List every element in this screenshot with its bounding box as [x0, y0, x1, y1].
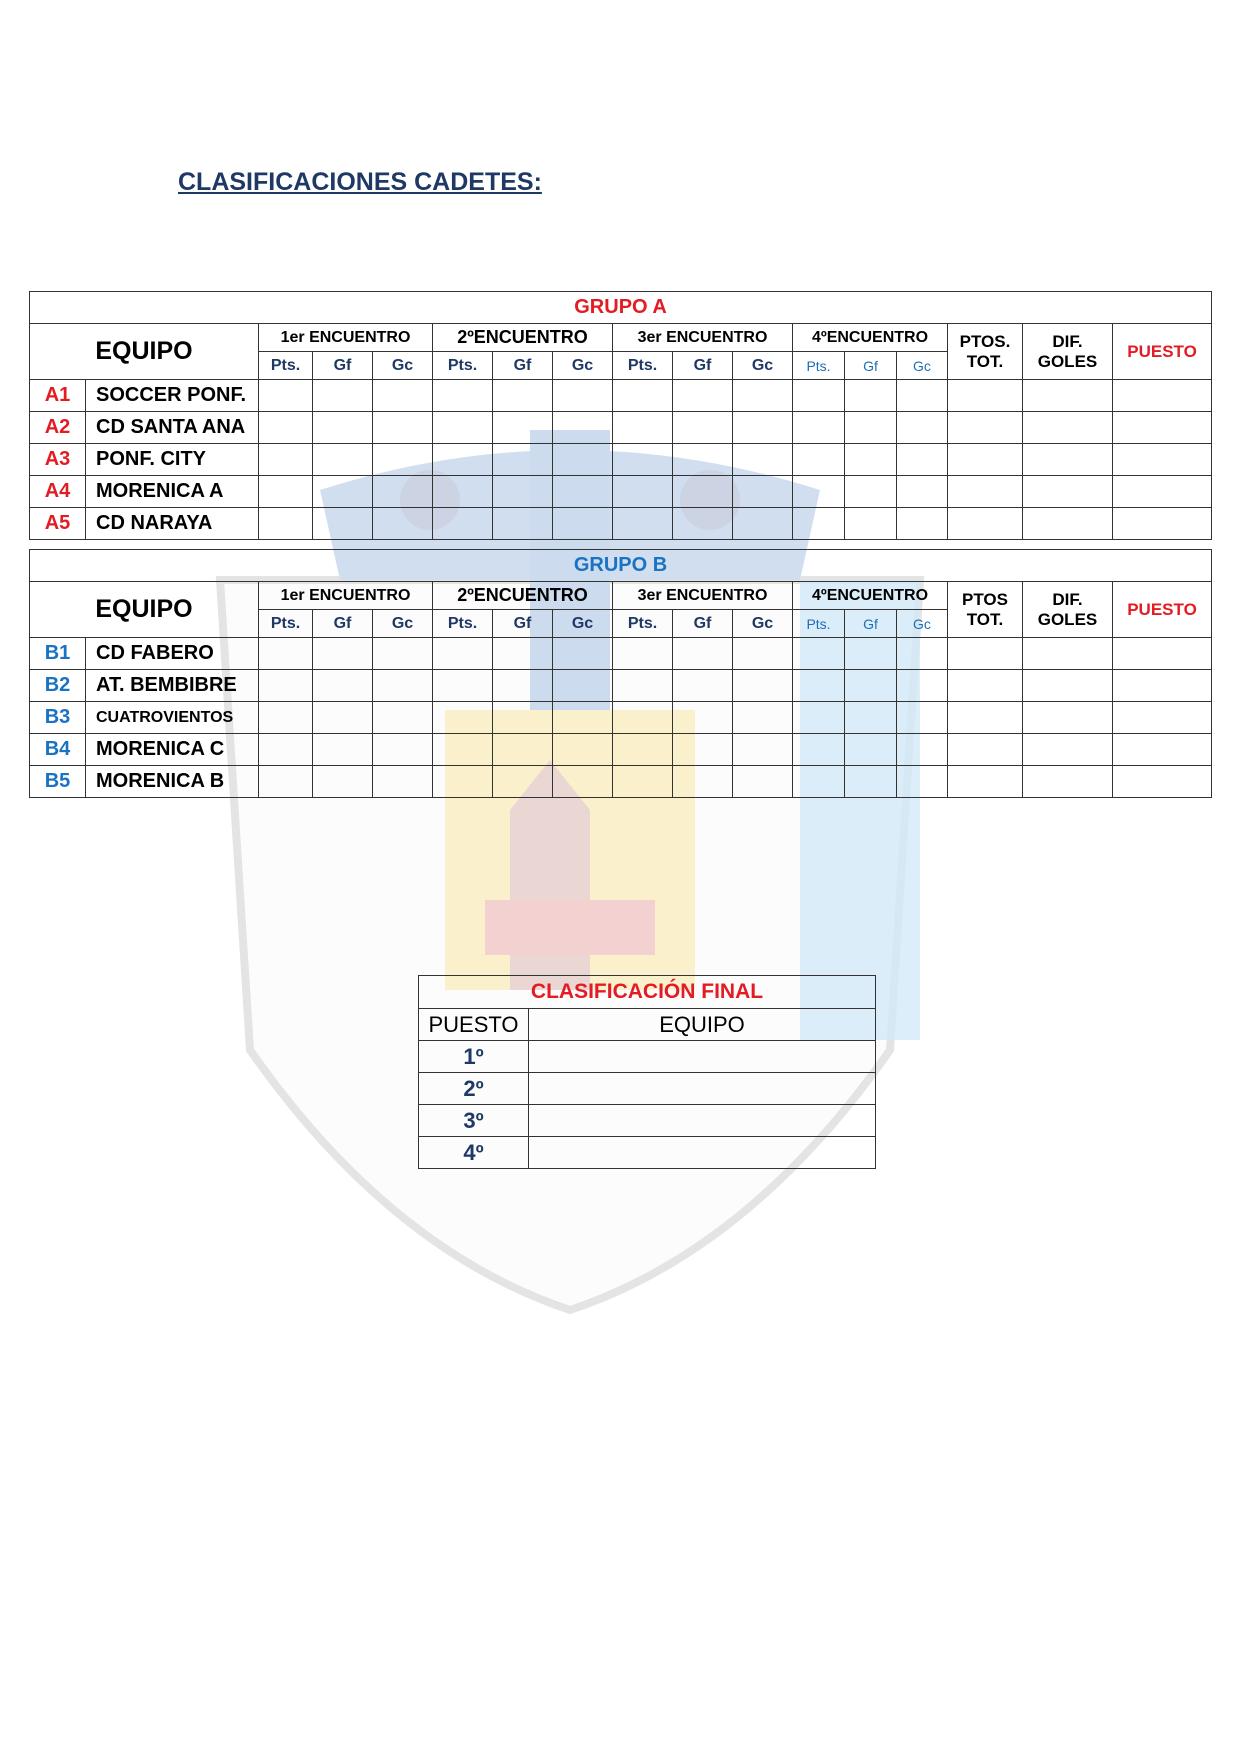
score-cell[interactable]: [613, 380, 673, 412]
team-code: B3: [30, 702, 86, 734]
total-cell[interactable]: [948, 380, 1023, 412]
puesto-cell[interactable]: [1113, 766, 1212, 798]
pts-subheader: Pts.: [433, 610, 493, 638]
place-label: 2º: [419, 1073, 529, 1105]
score-cell[interactable]: [373, 670, 433, 702]
score-cell[interactable]: [313, 670, 373, 702]
score-cell[interactable]: [493, 476, 553, 508]
puesto-cell[interactable]: [1113, 476, 1212, 508]
score-cell[interactable]: [845, 670, 897, 702]
score-cell[interactable]: [433, 670, 493, 702]
team-code: A5: [30, 508, 86, 540]
score-cell[interactable]: [793, 766, 845, 798]
score-cell[interactable]: [897, 734, 948, 766]
team-code: B5: [30, 766, 86, 798]
score-cell[interactable]: [897, 638, 948, 670]
group-b-title: GRUPO B: [30, 550, 1212, 582]
pts-subheader: Pts.: [793, 352, 845, 380]
total-cell[interactable]: [948, 638, 1023, 670]
score-cell[interactable]: [733, 734, 793, 766]
team-name: MORENICA A: [86, 476, 259, 508]
team-code: A3: [30, 444, 86, 476]
diff-cell[interactable]: [1023, 670, 1113, 702]
gc-subheader: Gc: [897, 610, 948, 638]
score-cell[interactable]: [433, 444, 493, 476]
diff-cell[interactable]: [1023, 766, 1113, 798]
score-cell[interactable]: [493, 766, 553, 798]
score-cell[interactable]: [313, 444, 373, 476]
team-code: A1: [30, 380, 86, 412]
score-cell[interactable]: [373, 476, 433, 508]
match-4-header: 4ºENCUENTRO: [793, 582, 948, 610]
score-cell[interactable]: [733, 444, 793, 476]
diff-cell[interactable]: [1023, 380, 1113, 412]
gc-subheader: Gc: [733, 610, 793, 638]
total-cell[interactable]: [948, 702, 1023, 734]
score-cell[interactable]: [673, 638, 733, 670]
team-name: PONF. CITY: [86, 444, 259, 476]
score-cell[interactable]: [313, 734, 373, 766]
final-classification-table: [418, 975, 876, 1169]
match-2-header: 2ºENCUENTRO: [433, 324, 613, 352]
score-cell[interactable]: [793, 702, 845, 734]
total-cell[interactable]: [948, 412, 1023, 444]
score-cell[interactable]: [897, 670, 948, 702]
score-cell[interactable]: [373, 508, 433, 540]
diff-cell[interactable]: [1023, 702, 1113, 734]
match-3-header: 3er ENCUENTRO: [613, 582, 793, 610]
score-cell[interactable]: [313, 380, 373, 412]
ptos-tot-header: PTOS. TOT.: [948, 324, 1023, 380]
score-cell[interactable]: [553, 444, 613, 476]
score-cell[interactable]: [613, 508, 673, 540]
gc-subheader: Gc: [897, 352, 948, 380]
score-cell[interactable]: [433, 638, 493, 670]
score-cell[interactable]: [259, 476, 313, 508]
score-cell[interactable]: [373, 702, 433, 734]
team-row: [30, 380, 1212, 412]
puesto-header: PUESTO: [1113, 582, 1212, 638]
score-cell[interactable]: [433, 766, 493, 798]
score-cell[interactable]: [673, 670, 733, 702]
team-code: B2: [30, 670, 86, 702]
team-row: [30, 444, 1212, 476]
team-name: MORENICA B: [86, 766, 259, 798]
team-code: B1: [30, 638, 86, 670]
final-team-cell[interactable]: [529, 1041, 876, 1073]
gc-subheader: Gc: [373, 610, 433, 638]
gc-subheader: Gc: [733, 352, 793, 380]
puesto-cell[interactable]: [1113, 508, 1212, 540]
score-cell[interactable]: [733, 412, 793, 444]
puesto-cell[interactable]: [1113, 702, 1212, 734]
equipo-header: EQUIPO: [30, 324, 259, 380]
score-cell[interactable]: [433, 412, 493, 444]
score-cell[interactable]: [673, 444, 733, 476]
score-cell[interactable]: [613, 766, 673, 798]
final-team-cell[interactable]: [529, 1073, 876, 1105]
score-cell[interactable]: [493, 670, 553, 702]
pts-subheader: Pts.: [259, 352, 313, 380]
puesto-cell[interactable]: [1113, 734, 1212, 766]
score-cell[interactable]: [733, 670, 793, 702]
score-cell[interactable]: [493, 734, 553, 766]
score-cell[interactable]: [373, 380, 433, 412]
pts-subheader: Pts.: [613, 610, 673, 638]
score-cell[interactable]: [373, 734, 433, 766]
score-cell[interactable]: [553, 476, 613, 508]
score-cell[interactable]: [259, 508, 313, 540]
gf-subheader: Gf: [313, 610, 373, 638]
total-cell[interactable]: [948, 734, 1023, 766]
place-label: 3º: [419, 1105, 529, 1137]
score-cell[interactable]: [613, 670, 673, 702]
place-label: 1º: [419, 1041, 529, 1073]
match-1-header: 1er ENCUENTRO: [259, 324, 433, 352]
score-cell[interactable]: [553, 508, 613, 540]
score-cell[interactable]: [793, 670, 845, 702]
final-row: [419, 1105, 876, 1137]
score-cell[interactable]: [845, 766, 897, 798]
puesto-cell[interactable]: [1113, 638, 1212, 670]
score-cell[interactable]: [313, 702, 373, 734]
score-cell[interactable]: [897, 508, 948, 540]
total-cell[interactable]: [948, 476, 1023, 508]
team-row: [30, 638, 1212, 670]
team-code: A2: [30, 412, 86, 444]
pts-subheader: Pts.: [433, 352, 493, 380]
score-cell[interactable]: [733, 638, 793, 670]
group-a-title: GRUPO A: [30, 292, 1212, 324]
score-cell[interactable]: [553, 766, 613, 798]
gf-subheader: Gf: [493, 352, 553, 380]
score-cell[interactable]: [373, 412, 433, 444]
final-team-cell[interactable]: [529, 1105, 876, 1137]
team-code: B4: [30, 734, 86, 766]
score-cell[interactable]: [433, 508, 493, 540]
match-1-header: 1er ENCUENTRO: [259, 582, 433, 610]
score-cell[interactable]: [259, 412, 313, 444]
total-cell[interactable]: [948, 444, 1023, 476]
score-cell[interactable]: [673, 380, 733, 412]
score-cell[interactable]: [313, 508, 373, 540]
score-cell[interactable]: [613, 444, 673, 476]
score-cell[interactable]: [259, 380, 313, 412]
team-name: CD SANTA ANA: [86, 412, 259, 444]
team-name: CD NARAYA: [86, 508, 259, 540]
score-cell[interactable]: [845, 702, 897, 734]
score-cell[interactable]: [553, 380, 613, 412]
score-cell[interactable]: [493, 702, 553, 734]
score-cell[interactable]: [845, 476, 897, 508]
gf-subheader: Gf: [313, 352, 373, 380]
score-cell[interactable]: [733, 508, 793, 540]
team-row: [30, 734, 1212, 766]
score-cell[interactable]: [897, 444, 948, 476]
team-name: AT. BEMBIBRE: [86, 670, 259, 702]
score-cell[interactable]: [897, 702, 948, 734]
puesto-cell[interactable]: [1113, 444, 1212, 476]
score-cell[interactable]: [259, 638, 313, 670]
score-cell[interactable]: [259, 734, 313, 766]
score-cell[interactable]: [613, 702, 673, 734]
total-cell[interactable]: [948, 508, 1023, 540]
score-cell[interactable]: [553, 734, 613, 766]
pts-subheader: Pts.: [793, 610, 845, 638]
score-cell[interactable]: [313, 476, 373, 508]
team-row: [30, 476, 1212, 508]
score-cell[interactable]: [553, 638, 613, 670]
score-cell[interactable]: [845, 734, 897, 766]
score-cell[interactable]: [373, 444, 433, 476]
score-cell[interactable]: [897, 380, 948, 412]
score-cell[interactable]: [259, 702, 313, 734]
score-cell[interactable]: [793, 380, 845, 412]
score-cell[interactable]: [433, 380, 493, 412]
score-cell[interactable]: [553, 702, 613, 734]
page-title: CLASIFICACIONES CADETES:: [178, 168, 542, 196]
score-cell[interactable]: [673, 766, 733, 798]
score-cell[interactable]: [733, 702, 793, 734]
score-cell[interactable]: [259, 766, 313, 798]
score-cell[interactable]: [493, 380, 553, 412]
score-cell[interactable]: [845, 508, 897, 540]
pts-subheader: Pts.: [259, 610, 313, 638]
score-cell[interactable]: [897, 476, 948, 508]
score-cell[interactable]: [313, 412, 373, 444]
score-cell[interactable]: [845, 638, 897, 670]
score-cell[interactable]: [373, 638, 433, 670]
team-name: CUATROVIENTOS: [86, 702, 259, 734]
team-name: SOCCER PONF.: [86, 380, 259, 412]
group-b-table: [29, 549, 1212, 798]
score-cell[interactable]: [313, 638, 373, 670]
score-cell[interactable]: [613, 734, 673, 766]
team-row: [30, 702, 1212, 734]
diff-cell[interactable]: [1023, 412, 1113, 444]
score-cell[interactable]: [673, 476, 733, 508]
group-a-table: [29, 291, 1212, 540]
diff-cell[interactable]: [1023, 734, 1113, 766]
dif-goles-header: DIF. GOLES: [1023, 582, 1113, 638]
match-4-header: 4ºENCUENTRO: [793, 324, 948, 352]
ptos-tot-header: PTOS TOT.: [948, 582, 1023, 638]
score-cell[interactable]: [845, 412, 897, 444]
score-cell[interactable]: [259, 444, 313, 476]
final-title: CLASIFICACIÓN FINAL: [419, 976, 876, 1009]
team-row: [30, 508, 1212, 540]
score-cell[interactable]: [259, 670, 313, 702]
score-cell[interactable]: [793, 734, 845, 766]
score-cell[interactable]: [433, 476, 493, 508]
final-equipo-header: EQUIPO: [529, 1009, 876, 1041]
score-cell[interactable]: [433, 734, 493, 766]
diff-cell[interactable]: [1023, 476, 1113, 508]
puesto-cell[interactable]: [1113, 380, 1212, 412]
gc-subheader: Gc: [553, 610, 613, 638]
score-cell[interactable]: [673, 702, 733, 734]
puesto-cell[interactable]: [1113, 412, 1212, 444]
score-cell[interactable]: [433, 702, 493, 734]
score-cell[interactable]: [613, 638, 673, 670]
score-cell[interactable]: [845, 444, 897, 476]
team-row: [30, 670, 1212, 702]
score-cell[interactable]: [673, 508, 733, 540]
score-cell[interactable]: [793, 412, 845, 444]
score-cell[interactable]: [733, 476, 793, 508]
gc-subheader: Gc: [553, 352, 613, 380]
total-cell[interactable]: [948, 766, 1023, 798]
score-cell[interactable]: [613, 476, 673, 508]
score-cell[interactable]: [793, 476, 845, 508]
gc-subheader: Gc: [373, 352, 433, 380]
score-cell[interactable]: [897, 766, 948, 798]
score-cell[interactable]: [373, 766, 433, 798]
final-puesto-header: PUESTO: [419, 1009, 529, 1041]
score-cell[interactable]: [793, 508, 845, 540]
score-cell[interactable]: [793, 444, 845, 476]
score-cell[interactable]: [493, 412, 553, 444]
diff-cell[interactable]: [1023, 444, 1113, 476]
match-3-header: 3er ENCUENTRO: [613, 324, 793, 352]
gf-subheader: Gf: [845, 610, 897, 638]
puesto-header: PUESTO: [1113, 324, 1212, 380]
team-row: [30, 766, 1212, 798]
dif-goles-header: DIF. GOLES: [1023, 324, 1113, 380]
match-2-header: 2ºENCUENTRO: [433, 582, 613, 610]
equipo-header: EQUIPO: [30, 582, 259, 638]
gf-subheader: Gf: [493, 610, 553, 638]
score-cell[interactable]: [897, 412, 948, 444]
score-cell[interactable]: [793, 638, 845, 670]
puesto-cell[interactable]: [1113, 670, 1212, 702]
score-cell[interactable]: [493, 444, 553, 476]
gf-subheader: Gf: [673, 352, 733, 380]
final-row: [419, 1137, 876, 1169]
place-label: 4º: [419, 1137, 529, 1169]
gf-subheader: Gf: [673, 610, 733, 638]
final-row: [419, 1041, 876, 1073]
score-cell[interactable]: [733, 380, 793, 412]
score-cell[interactable]: [313, 766, 373, 798]
score-cell[interactable]: [613, 412, 673, 444]
score-cell[interactable]: [673, 412, 733, 444]
diff-cell[interactable]: [1023, 508, 1113, 540]
team-name: MORENICA C: [86, 734, 259, 766]
score-cell[interactable]: [553, 670, 613, 702]
diff-cell[interactable]: [1023, 638, 1113, 670]
team-row: [30, 412, 1212, 444]
final-row: [419, 1073, 876, 1105]
score-cell[interactable]: [845, 380, 897, 412]
final-team-cell[interactable]: [529, 1137, 876, 1169]
team-code: A4: [30, 476, 86, 508]
gf-subheader: Gf: [845, 352, 897, 380]
score-cell[interactable]: [673, 734, 733, 766]
team-name: CD FABERO: [86, 638, 259, 670]
score-cell[interactable]: [733, 766, 793, 798]
score-cell[interactable]: [493, 508, 553, 540]
total-cell[interactable]: [948, 670, 1023, 702]
score-cell[interactable]: [553, 412, 613, 444]
score-cell[interactable]: [493, 638, 553, 670]
pts-subheader: Pts.: [613, 352, 673, 380]
